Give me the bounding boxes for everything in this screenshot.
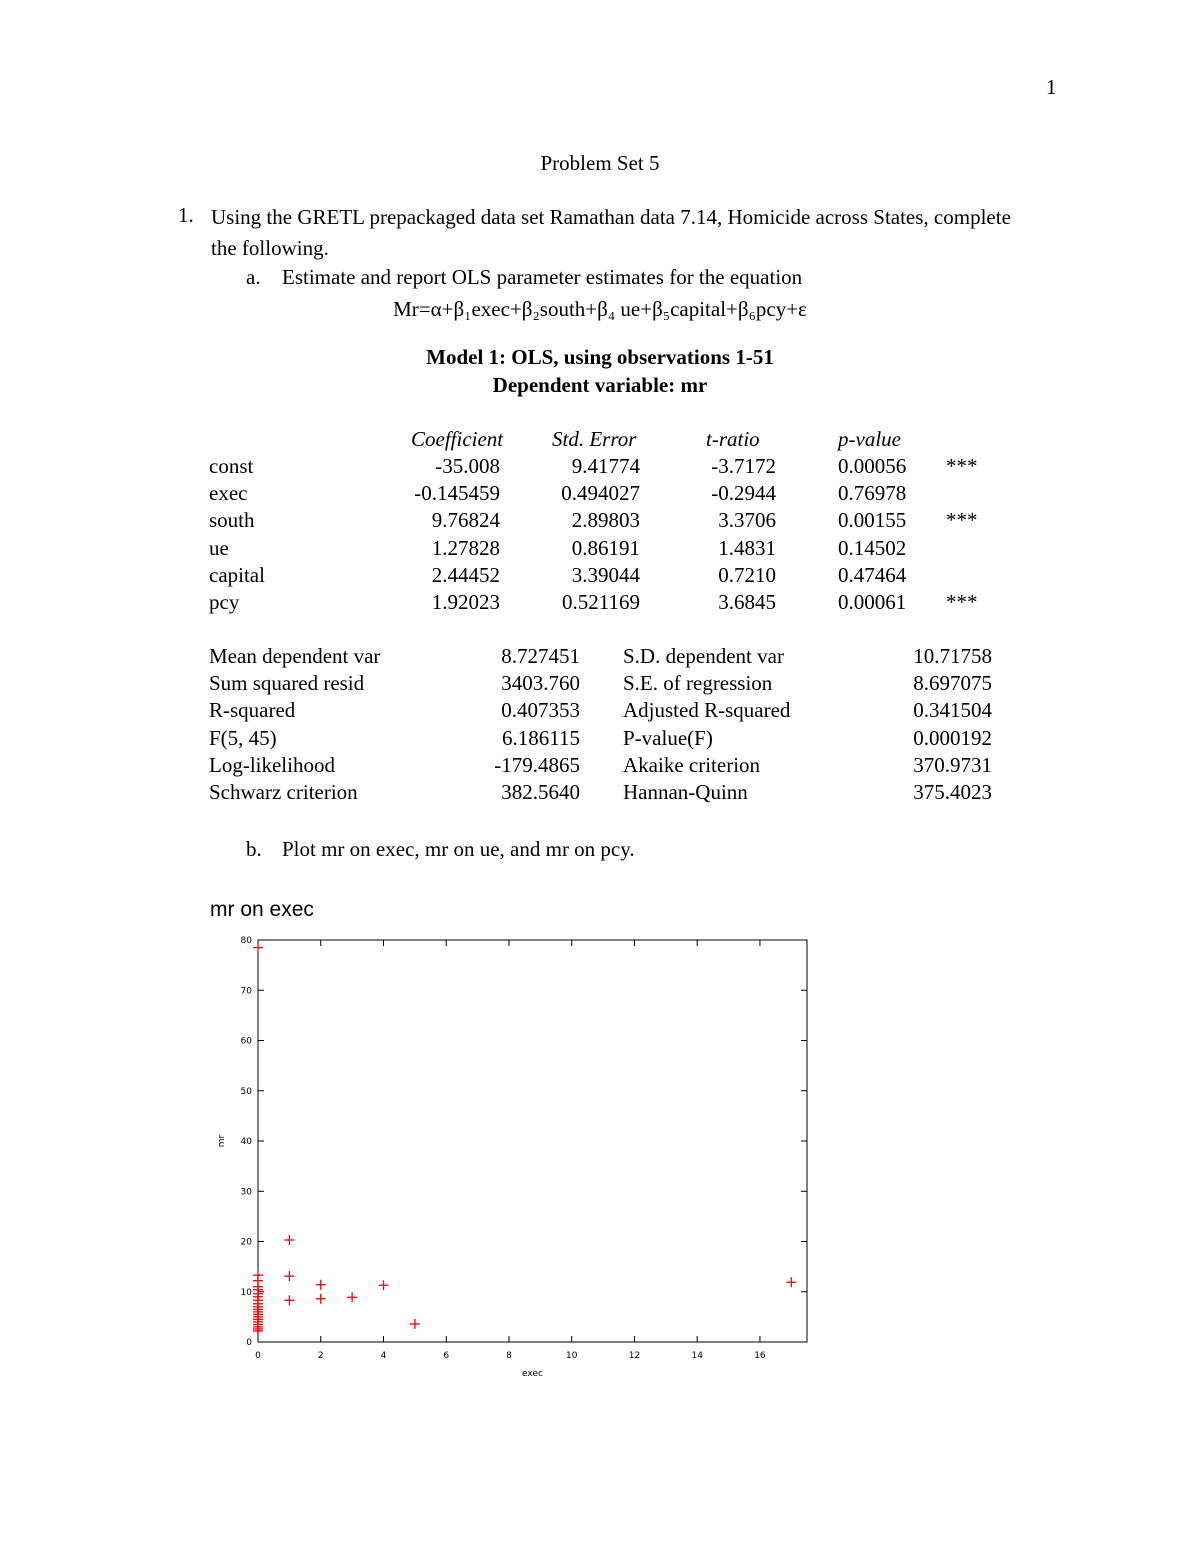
t-ratio-value: 1.4831 — [718, 536, 776, 560]
coefficient-value: 1.27828 — [431, 536, 500, 560]
page-title: Problem Set 5 — [540, 151, 660, 175]
model-heading: Model 1: OLS, using observations 1-51 — [426, 345, 774, 369]
data-point — [378, 1280, 388, 1290]
x-tick-label: 0 — [255, 1351, 261, 1361]
stat-value: 6.186115 — [502, 726, 580, 750]
column-header: Coefficient — [411, 427, 504, 451]
x-tick-label: 10 — [565, 1351, 578, 1361]
stat-label: S.E. of regression — [623, 671, 773, 695]
stat-value: 0.407353 — [501, 698, 580, 722]
coefficient-value: 1.92023 — [431, 590, 500, 614]
y-tick-label: 40 — [240, 1137, 252, 1147]
stat-label: F(5, 45) — [209, 726, 277, 750]
p-value: 0.00056 — [838, 454, 907, 478]
chart-caption: mr on exec — [210, 898, 314, 921]
x-axis-label: exec — [522, 1369, 543, 1379]
y-tick-label: 10 — [240, 1287, 252, 1298]
x-tick-label: 12 — [628, 1351, 641, 1361]
stat-value: 0.341504 — [913, 698, 992, 722]
data-point — [316, 1294, 326, 1304]
t-ratio-value: 3.6845 — [718, 590, 776, 614]
significance-stars: *** — [946, 508, 978, 532]
p-value: 0.47464 — [838, 563, 907, 587]
data-point — [284, 1235, 294, 1245]
significance-stars: *** — [946, 454, 978, 478]
std-error-value: 0.86191 — [571, 536, 640, 560]
data-point — [253, 943, 263, 953]
variable-name: const — [209, 454, 254, 478]
y-axis-label: mr — [217, 1134, 227, 1148]
data-point — [284, 1271, 294, 1281]
p-value: 0.00061 — [838, 590, 907, 614]
p-value: 0.76978 — [838, 481, 907, 505]
std-error-value: 9.41774 — [571, 454, 640, 478]
std-error-value: 0.521169 — [562, 590, 640, 614]
stat-label: Log-likelihood — [209, 753, 335, 777]
x-tick-label: 2 — [317, 1351, 324, 1361]
stat-value: 8.727451 — [501, 644, 580, 668]
coefficient-value: -0.145459 — [414, 481, 500, 505]
y-tick-label: 50 — [240, 1086, 252, 1097]
y-tick-label: 20 — [240, 1237, 252, 1248]
std-error-value: 2.89803 — [571, 508, 640, 532]
stat-value: 8.697075 — [913, 671, 992, 695]
coefficient-value: 9.76824 — [431, 508, 500, 532]
stat-label: S.D. dependent var — [623, 644, 784, 668]
column-header: Std. Error — [552, 427, 637, 451]
variable-name: ue — [209, 536, 229, 560]
t-ratio-value: -0.2944 — [711, 481, 776, 505]
stat-value: 3403.760 — [501, 671, 580, 695]
stat-value: 382.5640 — [501, 780, 580, 804]
variable-name: capital — [209, 563, 265, 587]
part-b-label: b. — [246, 837, 262, 861]
column-header: t-ratio — [706, 427, 760, 451]
x-tick-label: 16 — [754, 1351, 766, 1361]
stat-label: P-value(F) — [623, 726, 713, 750]
t-ratio-value: 3.3706 — [718, 508, 776, 532]
data-point — [410, 1319, 420, 1329]
part-a-text: Estimate and report OLS parameter estimates for the equation — [282, 265, 803, 289]
x-tick-label: 8 — [506, 1351, 512, 1361]
stat-label: Mean dependent var — [209, 644, 381, 668]
data-point — [316, 1280, 326, 1290]
y-tick-label: 0 — [246, 1338, 252, 1348]
stat-label: Adjusted R-squared — [623, 698, 791, 722]
stat-label: Schwarz criterion — [209, 780, 358, 804]
t-ratio-value: -3.7172 — [711, 454, 776, 478]
y-tick-label: 30 — [240, 1187, 252, 1198]
part-b-text: Plot mr on exec, mr on ue, and mr on pcy. — [282, 837, 635, 861]
variable-name: exec — [209, 481, 248, 505]
x-tick-label: 4 — [380, 1351, 387, 1361]
regression-equation: Mr=α+β₁exec+β₂south+β₄ ue+β₅capital+β₆pcy+ε — [393, 297, 807, 321]
stat-label: Akaike criterion — [623, 753, 761, 777]
std-error-value: 0.494027 — [561, 481, 640, 505]
question-number: 1. — [178, 203, 194, 227]
question-text: Using the GRETL prepackaged data set Ramathan data 7.14, Homicide across States, complete the following. — [211, 205, 1011, 260]
std-error-value: 3.39044 — [571, 563, 640, 587]
column-header: p-value — [838, 427, 901, 451]
stat-label: Sum squared resid — [209, 671, 365, 695]
coefficient-value: -35.008 — [435, 454, 500, 478]
significance-stars: *** — [946, 590, 978, 614]
part-a-label: a. — [246, 265, 261, 289]
t-ratio-value: 0.7210 — [718, 563, 776, 587]
variable-name: pcy — [209, 590, 240, 614]
mr-on-exec-scatter-plot — [210, 928, 820, 1388]
coefficient-value: 2.44452 — [431, 563, 500, 587]
stat-value: -179.4865 — [494, 753, 580, 777]
plot-frame — [258, 940, 807, 1342]
page-number: 1 — [1046, 75, 1057, 99]
stat-label: Hannan-Quinn — [623, 780, 748, 804]
x-tick-label: 6 — [443, 1351, 450, 1361]
y-tick-label: 80 — [240, 936, 252, 946]
y-tick-label: 60 — [240, 1036, 252, 1047]
stat-value: 0.000192 — [913, 726, 992, 750]
data-point — [284, 1295, 294, 1305]
variable-name: south — [209, 508, 255, 532]
data-point — [347, 1292, 357, 1302]
x-tick-label: 14 — [691, 1351, 703, 1361]
data-point — [786, 1277, 796, 1287]
stat-value: 370.9731 — [913, 753, 992, 777]
y-tick-label: 70 — [240, 986, 252, 997]
p-value: 0.14502 — [838, 536, 907, 560]
stat-value: 375.4023 — [913, 780, 992, 804]
stat-value: 10.71758 — [913, 644, 992, 668]
dependent-variable-heading: Dependent variable: mr — [492, 373, 708, 397]
p-value: 0.00155 — [838, 508, 907, 532]
stat-label: R-squared — [209, 698, 296, 722]
